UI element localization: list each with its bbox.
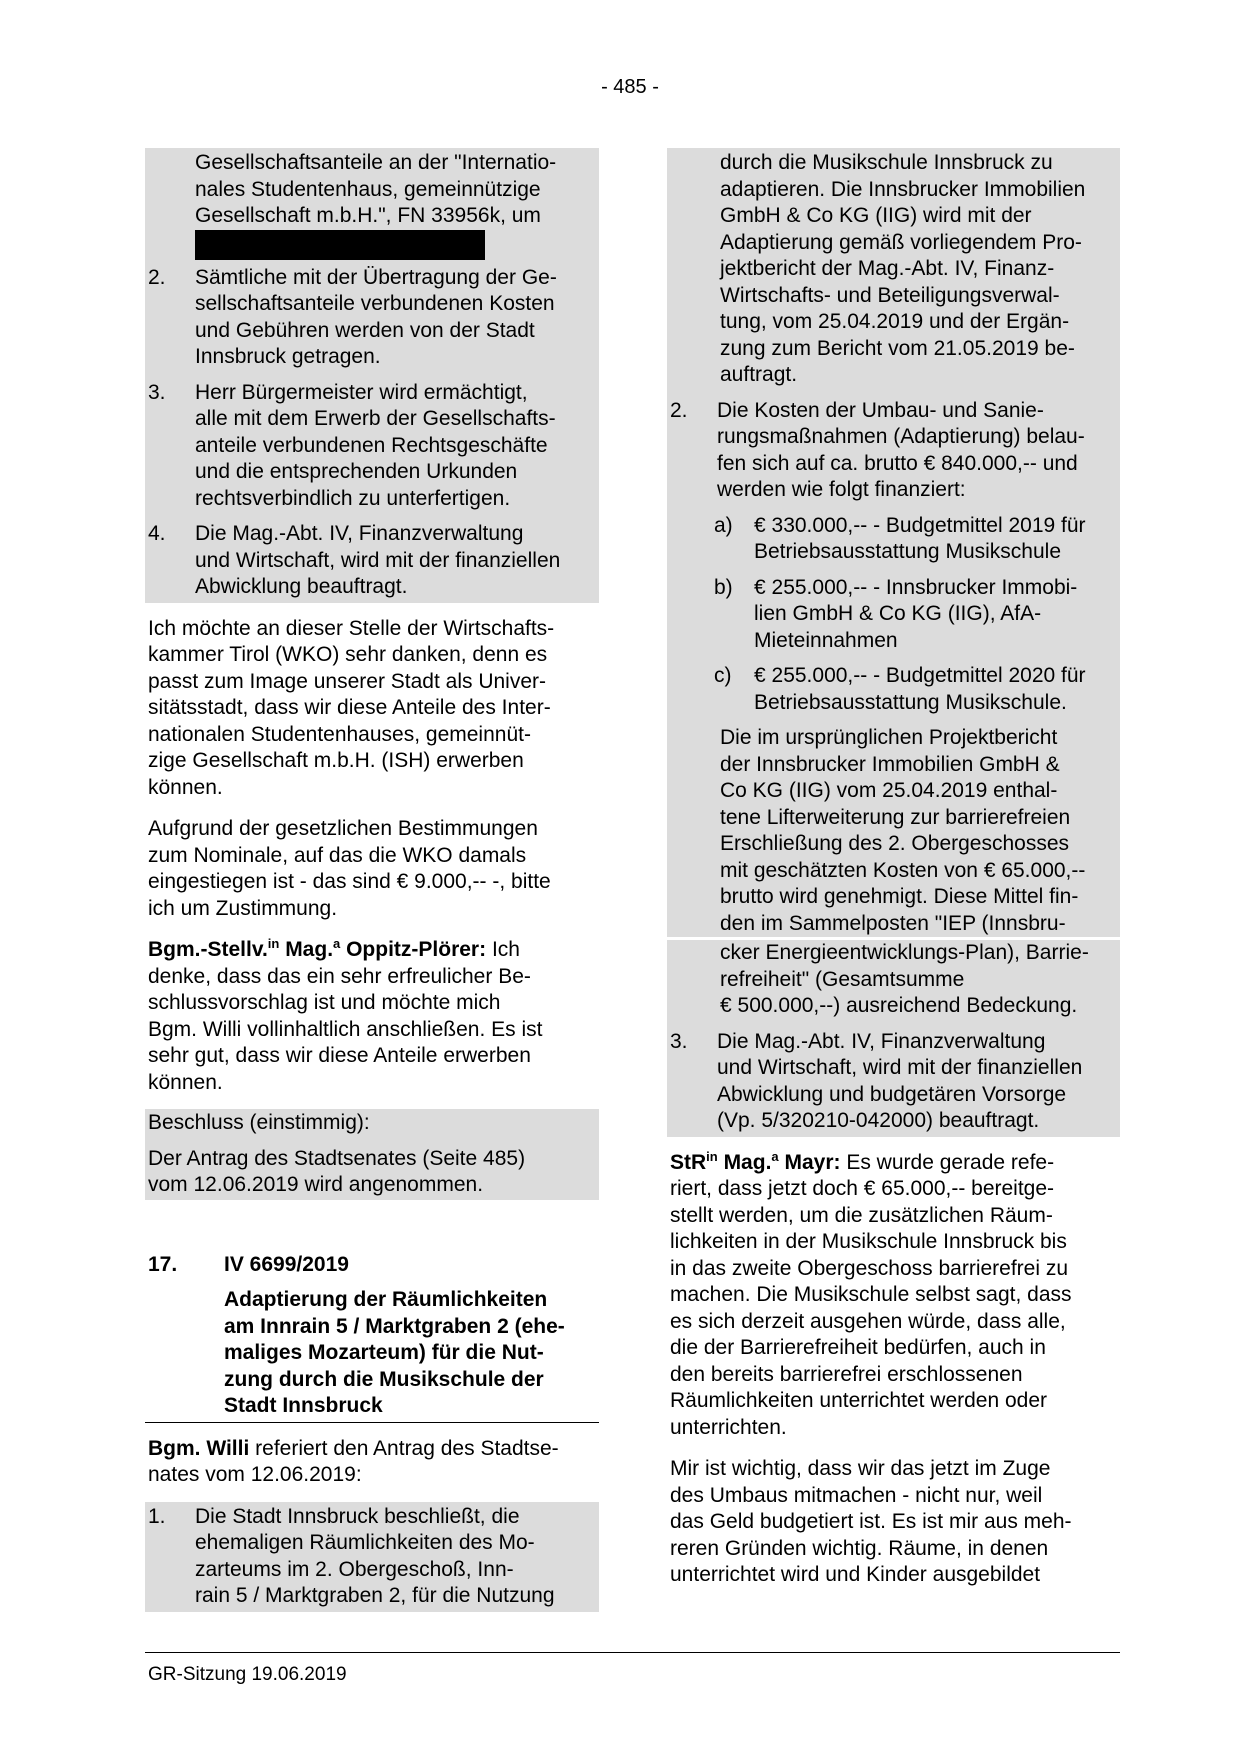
- text-line: Erschließung des 2. Obergeschosses: [720, 832, 1070, 855]
- text-line: zarteums im 2. Obergeschoß, Inn-: [195, 1557, 514, 1581]
- text-line: Adaptierung gemäß vorliegendem Pro-: [720, 230, 1082, 254]
- text-line: Aufgrund der gesetzlichen Bestimmungen: [148, 817, 538, 840]
- speaker-statement-oppitz-ploerer: [145, 935, 599, 1098]
- item-number: 3.: [670, 1029, 688, 1053]
- text-line: lien GmbH & Co KG (IIG), AfA-: [754, 602, 1042, 625]
- text-line: nates vom 12.06.2019:: [148, 1463, 362, 1486]
- motion-item-4: [148, 521, 596, 601]
- text-line: durch die Musikschule Innsbruck zu: [720, 151, 1053, 174]
- text-line: können.: [148, 775, 223, 799]
- item-number: 2.: [670, 398, 688, 422]
- text-line: fen sich auf ca. brutto € 840.000,-- und: [717, 451, 1078, 475]
- text-line: stellt werden, um die zusätzlichen Räum-: [670, 1203, 1053, 1227]
- motion-item-1-continued: [670, 150, 1117, 389]
- text-line: riert, dass jetzt doch € 65.000,-- bereitge-: [670, 1177, 1055, 1200]
- text-line: und die entsprechenden Urkunden: [195, 460, 518, 483]
- text-line: reren Gründen wichtig. Räume, in denen: [670, 1536, 1049, 1560]
- text-line: zung durch die Musikschule der: [224, 1367, 544, 1391]
- text-line: Die im ursprünglichen Projektbericht: [720, 726, 1058, 749]
- text-line: Ich: [486, 938, 520, 961]
- text-line: sehr gut, dass wir diese Anteile erwerben: [148, 1044, 531, 1067]
- speaker-statement-willi: [145, 1434, 599, 1491]
- text-line: sitätsstadt, dass wir diese Anteile des Inter-: [148, 696, 551, 719]
- text-line: Es wurde gerade refe-: [840, 1150, 1055, 1174]
- lift-extension-paragraph: [670, 725, 1117, 937]
- text-line: maliges Mozarteum) für die Nut-: [224, 1341, 544, 1364]
- agenda-number: 17.: [148, 1252, 178, 1276]
- text-line: € 255.000,-- - Budgetmittel 2020 für: [754, 664, 1086, 687]
- paragraph-thanks: [145, 614, 599, 804]
- page-number: - 485 -: [601, 76, 659, 98]
- footer-divider: [145, 1652, 1120, 1653]
- text-line: und Gebühren werden von der Stadt: [195, 318, 535, 342]
- motion-item-2: [670, 398, 1117, 504]
- text-line: den bereits barrierefrei erschlossenen: [670, 1362, 1023, 1386]
- text-line: rechtsverbindlich zu unterfertigen.: [195, 486, 511, 510]
- text-line: es sich derzeit ausgehen würde, dass alle,: [670, 1309, 1066, 1333]
- text-line: können.: [148, 1070, 223, 1094]
- motion-item-3: [670, 1029, 1117, 1135]
- text-line: den im Sammelposten "IEP (Innsbru-: [720, 911, 1066, 935]
- text-line: adaptieren. Die Innsbrucker Immobilien: [720, 177, 1086, 201]
- sub-item-a: [714, 513, 1117, 566]
- text-line: Mieteinnahmen: [754, 628, 898, 652]
- item-number: 2.: [148, 265, 166, 289]
- text-line: des Umbaus mitmachen - nicht nur, weil: [670, 1483, 1043, 1507]
- speaker-statement-mayr: [667, 1148, 1120, 1444]
- text-line: Herr Bürgermeister wird ermächtigt,: [195, 380, 528, 404]
- paragraph-nominal: [145, 814, 599, 924]
- text-line: Gesellschaft m.b.H.", FN 33956k, um: [195, 204, 541, 227]
- footer-session-date: GR-Sitzung 19.06.2019: [148, 1664, 347, 1685]
- item-number: 4.: [148, 522, 166, 545]
- text-line: Co KG (IIG) vom 25.04.2019 enthal-: [720, 779, 1058, 802]
- text-line: Mir ist wichtig, dass wir das jetzt im Zuge: [670, 1457, 1051, 1480]
- text-line: nales Studentenhaus, gemeinnützige: [195, 177, 541, 201]
- text-line: Innsbruck getragen.: [195, 345, 381, 368]
- text-line: Wirtschafts- und Beteiligungsverwal-: [720, 283, 1060, 307]
- text-line: alle mit dem Erwerb der Gesellschafts-: [195, 407, 556, 430]
- motion-items-block: [145, 148, 599, 603]
- text-line: referiert den Antrag des Stadtse-: [249, 1436, 559, 1460]
- text-line: lichkeiten in der Musikschule Innsbruck bis: [670, 1230, 1067, 1253]
- text-line: Die Stadt Innsbruck beschließt, die: [195, 1504, 520, 1528]
- text-line: Die Mag.-Abt. IV, Finanzverwaltung: [717, 1029, 1046, 1053]
- left-column: [145, 148, 599, 1612]
- text-line: denke, dass das ein sehr erfreulicher Be-: [148, 964, 531, 988]
- text-line: ich um Zustimmung.: [148, 896, 338, 920]
- speaker-name: Bgm.-Stellv.$^{in}$ Mag.$^a$ Oppitz-Plörer:: [148, 936, 487, 961]
- speaker-name: StR$^{in}$ Mag.$^a$ Mayr:: [670, 1148, 841, 1174]
- text-line: brutto wird genehmigt. Diese Mittel fin-: [720, 885, 1079, 908]
- paragraph-importance: [667, 1454, 1120, 1591]
- text-line: Adaptierung der Räumlichkeiten: [224, 1288, 548, 1311]
- text-line: Gesellschaftsanteile an der "Internatio-: [195, 151, 557, 174]
- agenda-title: [148, 1287, 596, 1420]
- text-line: refreiheit" (Gesamtsumme: [720, 967, 965, 991]
- motion-item-1: [148, 1504, 596, 1610]
- text-line: machen. Die Musikschule selbst sagt, dass: [670, 1283, 1072, 1306]
- text-line: Räumlichkeiten unterrichtet werden oder: [670, 1389, 1048, 1412]
- motion-block-start: [145, 1502, 599, 1612]
- text-line: sellschaftsanteile verbundenen Kosten: [195, 292, 555, 315]
- text-line: am Innrain 5 / Marktgraben 2 (ehe-: [224, 1314, 565, 1338]
- text-line: € 330.000,-- - Budgetmittel 2019 für: [754, 513, 1086, 537]
- text-line: Betriebsausstattung Musikschule: [754, 540, 1061, 563]
- text-line: Sämtliche mit der Übertragung der Ge-: [195, 265, 557, 289]
- text-line: nationalen Studentenhauses, gemeinnüt-: [148, 722, 531, 746]
- text-line: eingestiegen ist - das sind € 9.000,-- -, bitte: [148, 870, 551, 893]
- agenda-item-heading: [145, 1252, 599, 1423]
- text-line: schlussvorschlag ist und möchte mich: [148, 991, 501, 1014]
- item-number: 3.: [148, 380, 166, 404]
- text-line: (Vp. 5/320210-042000) beauftragt.: [717, 1109, 1040, 1132]
- text-line: das Geld budgetiert ist. Es ist mir aus meh-: [670, 1510, 1072, 1533]
- motion-block-continued: [667, 148, 1120, 1137]
- text-line: ehemaligen Räumlichkeiten des Mo-: [195, 1531, 535, 1554]
- text-line: unterrichten.: [670, 1415, 787, 1439]
- motion-item-1-continued: [148, 150, 596, 256]
- text-line: und Wirtschaft, wird mit der finanziellen: [195, 548, 561, 572]
- text-line: rain 5 / Marktgraben 2, für die Nutzung: [195, 1584, 555, 1607]
- sub-item-label: c): [714, 664, 732, 687]
- sub-item-label: a): [714, 513, 733, 537]
- redaction-bar: [195, 230, 485, 260]
- text-line: werden wie folgt finanziert:: [717, 478, 966, 501]
- lift-extension-paragraph-continued: [670, 940, 1117, 1020]
- text-line: und Wirtschaft, wird mit der finanziellen: [717, 1056, 1083, 1079]
- sub-item-b: [714, 575, 1117, 655]
- text-line: Die Kosten der Umbau- und Sanie-: [717, 398, 1044, 422]
- text-line: rungsmaßnahmen (Adaptierung) belau-: [717, 425, 1085, 448]
- text-line: Betriebsausstattung Musikschule.: [754, 690, 1067, 714]
- text-line: Bgm. Willi vollinhaltlich anschließen. Es ist: [148, 1017, 543, 1041]
- text-line: tene Lifterweiterung zur barrierefreien: [720, 805, 1071, 829]
- resolution-label: Beschluss (einstimmig):: [148, 1111, 370, 1134]
- text-line: cker Energieentwicklungs-Plan), Barrie-: [720, 941, 1089, 964]
- text-line: vom 12.06.2019 wird angenommen.: [148, 1173, 484, 1196]
- text-line: anteile verbundenen Rechtsgeschäfte: [195, 433, 548, 457]
- item-number: 1.: [148, 1504, 166, 1528]
- sub-item-c: [714, 663, 1117, 716]
- text-line: passt zum Image unserer Stadt als Univer-: [148, 669, 546, 693]
- text-line: in das zweite Obergeschoss barrierefrei zu: [670, 1256, 1069, 1280]
- text-line: kammer Tirol (WKO) sehr danken, denn es: [148, 643, 548, 666]
- text-line: jektbericht der Mag.-Abt. IV, Finanz-: [720, 257, 1055, 280]
- text-line: Abwicklung beauftragt.: [195, 575, 408, 598]
- text-line: € 255.000,-- - Innsbrucker Immobi-: [754, 575, 1078, 599]
- text-line: der Innsbrucker Immobilien GmbH &: [720, 752, 1060, 776]
- text-line: mit geschätzten Kosten von € 65.000,--: [720, 858, 1086, 882]
- text-line: die der Barrierefreiheit bedürfen, auch in: [670, 1336, 1046, 1359]
- motion-item-3: [148, 380, 596, 513]
- text-line: Der Antrag des Stadtsenates (Seite 485): [148, 1146, 526, 1170]
- resolution-block: [145, 1109, 599, 1200]
- text-line: Die Mag.-Abt. IV, Finanzverwaltung: [195, 522, 524, 545]
- speaker-name: Bgm. Willi: [148, 1436, 250, 1460]
- text-line: zum Nominale, auf das die WKO damals: [148, 843, 527, 867]
- agenda-reference: IV 6699/2019: [224, 1252, 349, 1276]
- text-line: € 500.000,--) ausreichend Bedeckung.: [720, 994, 1078, 1017]
- text-line: GmbH & Co KG (IIG) wird mit der: [720, 204, 1032, 227]
- text-line: tung, vom 25.04.2019 und der Ergän-: [720, 310, 1070, 333]
- text-line: Stadt Innsbruck: [224, 1394, 383, 1417]
- sub-item-label: b): [714, 575, 733, 599]
- text-line: unterrichtet wird und Kinder ausgebildet: [670, 1563, 1041, 1586]
- right-column: [667, 148, 1120, 1591]
- text-line: Abwicklung und budgetären Vorsorge: [717, 1082, 1067, 1106]
- motion-item-2: [148, 265, 596, 371]
- text-line: Ich möchte an dieser Stelle der Wirtschafts-: [148, 616, 555, 640]
- text-line: zige Gesellschaft m.b.H. (ISH) erwerben: [148, 749, 524, 772]
- text-line: auftragt.: [720, 363, 798, 386]
- text-line: zung zum Bericht vom 21.05.2019 be-: [720, 336, 1075, 360]
